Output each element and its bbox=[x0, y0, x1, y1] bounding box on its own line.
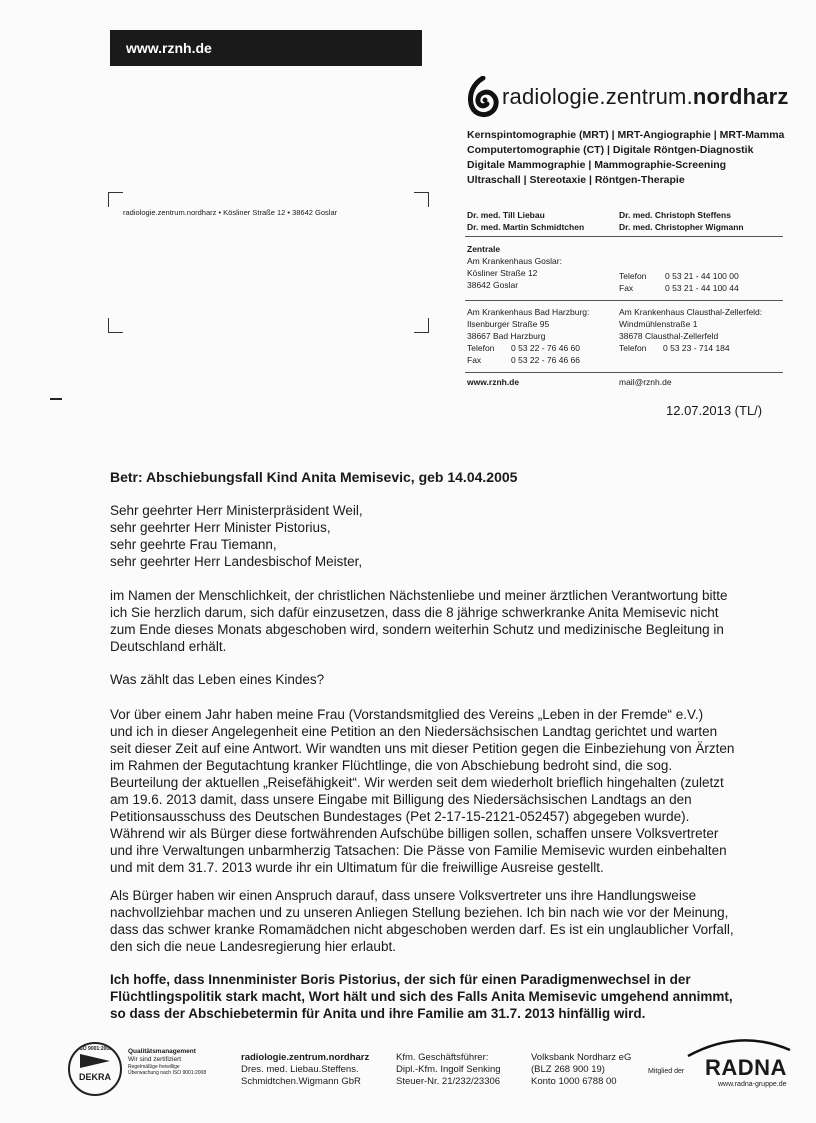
divider bbox=[465, 300, 783, 301]
paragraph-1 bbox=[110, 587, 772, 655]
text-line: im Rahmen der Begutachtung kranker Flüchtlinge, die von Abschiebung bedroht sind, die sog. bbox=[110, 758, 673, 773]
salutation-line: sehr geehrte Frau Tiemann, bbox=[110, 537, 277, 552]
doctors-left bbox=[467, 209, 584, 233]
footer-line: Dipl.-Kfm. Ingolf Senking bbox=[396, 1064, 501, 1075]
address-window-corner bbox=[414, 318, 429, 333]
text-line: Flüchtlingspolitik stark macht, Wort hält und sich des Falls Anita Memisevic umgehend annimmt, bbox=[110, 989, 733, 1004]
certification-badge bbox=[68, 1042, 218, 1102]
footer-line: Steuer-Nr. 21/232/23306 bbox=[396, 1076, 501, 1087]
address-line: 38667 Bad Harzburg bbox=[467, 331, 546, 341]
service-line: Kernspintomographie (MRT) | MRT-Angiographie | MRT-Mamma bbox=[467, 129, 785, 141]
label-fax: Fax bbox=[467, 355, 482, 365]
mail-link[interactable]: mail@rznh.de bbox=[619, 377, 672, 387]
letter-date: 12.07.2013 (TL/) bbox=[666, 403, 763, 418]
label-telefon: Telefon bbox=[619, 271, 647, 281]
website-url[interactable]: www.rznh.de bbox=[126, 40, 212, 56]
paragraph-4 bbox=[110, 887, 772, 955]
text-line: zum Ende dieses Monats abgeschoben wird, sondern weiterhin Schutz und medizinische Begleitung in bbox=[110, 622, 724, 637]
text-line: Als Bürger haben wir einen Anspruch darauf, dass unsere Volksvertreter uns ihre Handlungsweise bbox=[110, 888, 697, 903]
service-line: Ultraschall | Stereotaxie | Röntgen-Therapie bbox=[467, 174, 685, 186]
doctor-name: Dr. med. Till Liebau bbox=[467, 210, 545, 220]
footer-line: Kfm. Geschäftsführer: bbox=[396, 1052, 489, 1063]
doctor-name: Dr. med. Martin Schmidtchen bbox=[467, 222, 585, 232]
address-line: Am Krankenhaus Clausthal-Zellerfeld: bbox=[619, 307, 763, 317]
dekra-triangle-icon bbox=[80, 1054, 110, 1068]
address-window-corner bbox=[108, 318, 123, 333]
subject-line: Betr: Abschiebungsfall Kind Anita Memisevic, geb 14.04.2005 bbox=[110, 469, 518, 485]
website-banner[interactable] bbox=[110, 30, 422, 66]
address-line: Am Krankenhaus Bad Harzburg: bbox=[467, 307, 590, 317]
zentrale-heading: Zentrale bbox=[467, 244, 501, 254]
dekra-seal-icon bbox=[68, 1042, 122, 1096]
doctor-name: Dr. med. Christopher Wigmann bbox=[619, 222, 744, 232]
fax-number: 0 53 22 - 76 46 66 bbox=[511, 355, 581, 365]
address-line: 38678 Clausthal-Zellerfeld bbox=[619, 331, 719, 341]
text-line: Was zählt das Leben eines Kindes? bbox=[110, 672, 325, 687]
address-line: 38642 Goslar bbox=[467, 280, 519, 290]
text-line: seit dieser Zeit auf eine Antwort. Wir wandten uns mit dieser Petition gegen die Einbeziehung von Ärzten bbox=[110, 741, 735, 756]
web-link[interactable]: www.rznh.de bbox=[467, 377, 520, 387]
text-line: Ich hoffe, dass Innenminister Boris Pistorius, der sich für einen Paradigmenwechsel in der bbox=[110, 972, 691, 987]
footer-bank bbox=[531, 1052, 631, 1088]
return-address: radiologie.zentrum.nordharz • Kösliner Straße 12 • 38642 Goslar bbox=[123, 208, 338, 217]
label-telefon: Telefon bbox=[467, 343, 495, 353]
text-line: den sich die neue Landesregierung hier erlaubt. bbox=[110, 939, 396, 954]
radna-url[interactable]: www.radna-gruppe.de bbox=[718, 1081, 787, 1088]
doctors-right bbox=[619, 209, 744, 233]
radna-logo: RADNA bbox=[705, 1055, 787, 1080]
address-window-corner bbox=[108, 192, 123, 207]
cert-text bbox=[128, 1048, 206, 1076]
phone-number[interactable]: 0 53 22 - 76 46 60 bbox=[511, 343, 581, 353]
bad-harzburg-block bbox=[467, 306, 589, 366]
label-telefon: Telefon bbox=[619, 343, 647, 353]
text-line: ich Sie herzlich darum, sich dafür einzusetzen, dass die 8 jährige schwerkranke Anita Memisevic nicht bbox=[110, 605, 719, 620]
text-line: und ihre Verwaltungen unbarmherzig Tatsachen: Die Pässe von Familie Memisevic wurden einbehalten bbox=[110, 843, 727, 858]
cert-line: Regelmäßige freiwillige bbox=[128, 1064, 180, 1070]
text-line: am 19.6. 2013 damit, dass unsere Eingabe mit Billigung des Niedersächsischen Landtags an den bbox=[110, 792, 692, 807]
text-line: und mit dem 31.7. 2013 wurde ihr ein Ultimatum für die freiwillige Ausreise gestellt. bbox=[110, 860, 604, 875]
zentrale-phone-values bbox=[665, 270, 739, 294]
paragraph-3 bbox=[110, 706, 772, 876]
text-line: Deutschland erhält. bbox=[110, 639, 227, 654]
text-line: Beurteilung der aktuellen „Reisefähigkeit“. Wir werden seit dem wiederholt brieflich hingehalten (zuletzt bbox=[110, 775, 724, 790]
zentrale-block bbox=[467, 243, 562, 291]
label-fax: Fax bbox=[619, 283, 634, 293]
text-line: Während wir als Bürger diese fortwährenden Aufschübe billigen sollen, schaffen unsere Volksvertreter bbox=[110, 826, 719, 841]
phone-number[interactable]: 0 53 23 - 714 184 bbox=[663, 343, 730, 353]
text-line: Petitionsausschuss des Deutschen Bundestages (Pet 2-17-15-2121-052457) abgegeben wurde). bbox=[110, 809, 690, 824]
footer-line: radiologie.zentrum.nordharz bbox=[241, 1052, 370, 1063]
services-list bbox=[467, 128, 784, 188]
text-line: Vor über einem Jahr haben meine Frau (Vorstandsmitglied des Vereins „Leben in der Fremde“ e.V.) bbox=[110, 707, 704, 722]
footer-line: Dres. med. Liebau.Steffens. bbox=[241, 1064, 359, 1075]
salutation-line: sehr geehrter Herr Minister Pistorius, bbox=[110, 520, 331, 535]
service-line: Digitale Mammographie | Mammographie-Screening bbox=[467, 159, 727, 171]
fold-mark bbox=[50, 398, 62, 400]
address-line: Kösliner Straße 12 bbox=[467, 268, 538, 278]
footer-management bbox=[396, 1052, 501, 1088]
cert-line: Qualitätsmanagement bbox=[128, 1048, 196, 1055]
doctor-name: Dr. med. Christoph Steffens bbox=[619, 210, 731, 220]
salutation-line: Sehr geehrter Herr Ministerpräsident Weil, bbox=[110, 503, 363, 518]
text-line: so dass der Abschiebetermin für Anita und ihre Familie am 31.7. 2013 hinfällig wird. bbox=[110, 1006, 646, 1021]
salutation-block bbox=[110, 502, 363, 570]
logo-mark-icon bbox=[465, 76, 501, 118]
footer-line: (BLZ 268 900 19) bbox=[531, 1064, 605, 1075]
footer-line: Schmidtchen.Wigmann GbR bbox=[241, 1076, 361, 1087]
member-of-label: Mitglied der bbox=[648, 1068, 685, 1075]
cert-line: Überwachung nach ISO 9001:2008 bbox=[128, 1070, 207, 1076]
cert-line: Wir sind zertifiziert bbox=[128, 1056, 182, 1063]
text-line: und ich in dieser Angelegenheit eine Petition an den Niedersächsischen Landtag gerichtet und warten bbox=[110, 724, 718, 739]
fax-number: 0 53 21 - 44 100 44 bbox=[665, 283, 739, 293]
footer-line: Konto 1000 6788 00 bbox=[531, 1076, 617, 1087]
dekra-label: DEKRA bbox=[78, 1072, 111, 1082]
text-line: dass das schwer kranke Romamädchen nicht abgeschoben werden darf. Es ist ein unglaublicher Vorfall, bbox=[110, 922, 734, 937]
phone-number[interactable]: 0 53 21 - 44 100 00 bbox=[665, 271, 739, 281]
footer-company bbox=[241, 1052, 369, 1088]
paragraph-5 bbox=[110, 971, 772, 1022]
clausthal-block bbox=[619, 306, 762, 354]
address-line: Ilsenburger Straße 95 bbox=[467, 319, 550, 329]
cert-iso: ISO 9001:2008 bbox=[78, 1046, 112, 1052]
brand-name: radiologie.zentrum.nordharz bbox=[502, 84, 789, 109]
text-line: im Namen der Menschlichkeit, der christlichen Nächstenliebe und meiner ärztlichen Verantwortung bitte bbox=[110, 588, 728, 603]
service-line: Computertomographie (CT) | Digitale Röntgen-Diagnostik bbox=[467, 144, 754, 156]
zentrale-phone-labels bbox=[619, 270, 646, 294]
divider bbox=[465, 236, 783, 237]
address-line: Am Krankenhaus Goslar: bbox=[467, 256, 562, 266]
address-line: Windmühlenstraße 1 bbox=[619, 319, 698, 329]
footer-line: Volksbank Nordharz eG bbox=[531, 1052, 632, 1063]
text-line: nachvollziehbar machen und zu unseren Anliegen Stellung beziehen. Ich bin nach wie vor der Meinung, bbox=[110, 905, 729, 920]
divider bbox=[465, 372, 783, 373]
paragraph-2 bbox=[110, 671, 772, 688]
address-window-corner bbox=[414, 192, 429, 207]
salutation-line: sehr geehrter Herr Landesbischof Meister, bbox=[110, 554, 363, 569]
